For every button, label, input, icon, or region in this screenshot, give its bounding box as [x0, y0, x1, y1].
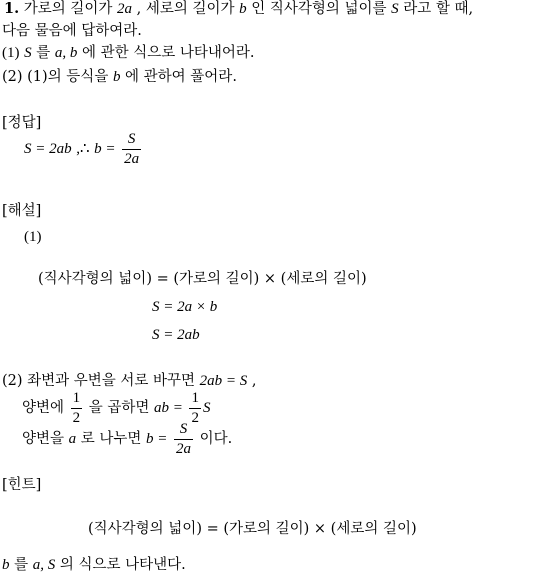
multiply-step: 양변에 $\frac{1}{2}$ 을 곱하면 ab = $\frac{1}{2}$ S	[22, 389, 211, 426]
answer-equation: S = 2ab ,∴ b = $\frac{S}{2a}$	[24, 130, 140, 167]
question-2: (2) (1)의 등식을 b 에 관하여 풀어라.	[2, 69, 237, 85]
answer-fraction: $\frac{S}{2a}$	[124, 130, 140, 167]
problem-line-1: 1. 가로의 길이가 2a , 세로의 길이가 b 인 직사각형의 넓이를 S 라고 할 때,	[4, 0, 474, 17]
explanation-header: [해설]	[2, 203, 42, 219]
question-1: (1) S 를 a, b 에 관한 식으로 나타내어라.	[2, 45, 255, 61]
hint-header: [힌트]	[2, 477, 42, 493]
divide-step: 양변을 a 로 나누면 b = $\frac{S}{2a}$ 이다.	[22, 420, 233, 457]
hint-formula: (직사각형의 넓이) = (가로의 길이) × (세로의 길이)	[88, 521, 417, 537]
step-1: S = 2a × b	[152, 299, 218, 315]
hint-last-line: b 를 a, S 의 식으로 나타낸다.	[2, 557, 186, 573]
part-2-line: (2) 좌변과 우변을 서로 바꾸면 2ab = S ,	[2, 373, 257, 389]
area-formula: (직사각형의 넓이) = (가로의 길이) × (세로의 길이)	[38, 271, 367, 287]
step-2: S = 2ab	[152, 327, 200, 343]
problem-number: 1.	[4, 0, 20, 17]
problem-line-2: 다음 물음에 답하여라.	[2, 23, 142, 39]
part-1-label: (1)	[24, 229, 42, 245]
answer-header: [정답]	[2, 115, 42, 131]
